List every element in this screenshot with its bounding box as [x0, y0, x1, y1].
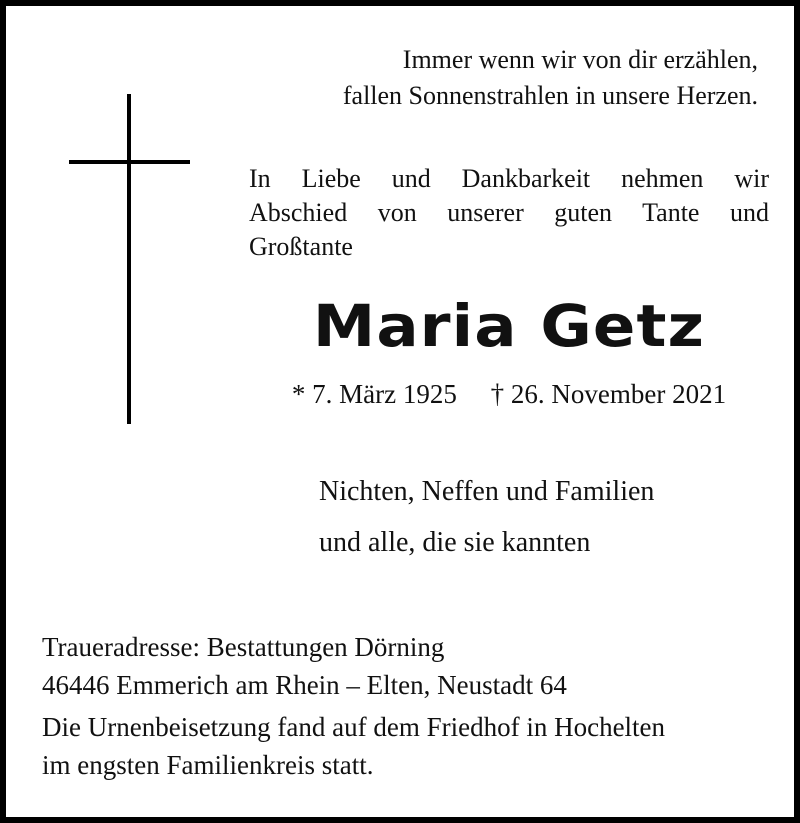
life-dates: * 7. März 1925 † 26. November 2021	[291, 379, 727, 409]
memorial-quote	[198, 42, 758, 114]
mourners-list	[319, 466, 779, 568]
deceased-name: Maria Getz	[312, 292, 706, 360]
intro-line-2: Abschied von unserer guten Tante und	[249, 198, 769, 227]
quote-line-1: Immer wenn wir von dir erzählen,	[402, 45, 758, 74]
cross-vertical-bar	[127, 94, 131, 424]
burial-line-1: Die Urnenbeisetzung fand auf dem Friedhof in Hochelten	[42, 712, 666, 742]
burial-line-2: im engsten Familienkreis statt.	[42, 750, 374, 780]
intro-line-1: In Liebe und Dankbarkeit nehmen wir	[249, 164, 769, 193]
quote-line-2: fallen Sonnenstrahlen in unsere Herzen.	[342, 81, 758, 110]
footer-info	[42, 628, 772, 784]
address-line-1: Traueradresse: Bestattungen Dörning	[42, 632, 445, 662]
mourners-line-1: Nichten, Neffen und Familien	[319, 476, 655, 507]
mourners-line-2: und alle, die sie kannten	[319, 527, 591, 558]
intro-text	[249, 162, 769, 264]
address-line-2: 46446 Emmerich am Rhein – Elten, Neustadt 64	[42, 670, 567, 700]
intro-line-3: Großtante	[249, 232, 353, 261]
cross-horizontal-bar	[69, 160, 190, 164]
